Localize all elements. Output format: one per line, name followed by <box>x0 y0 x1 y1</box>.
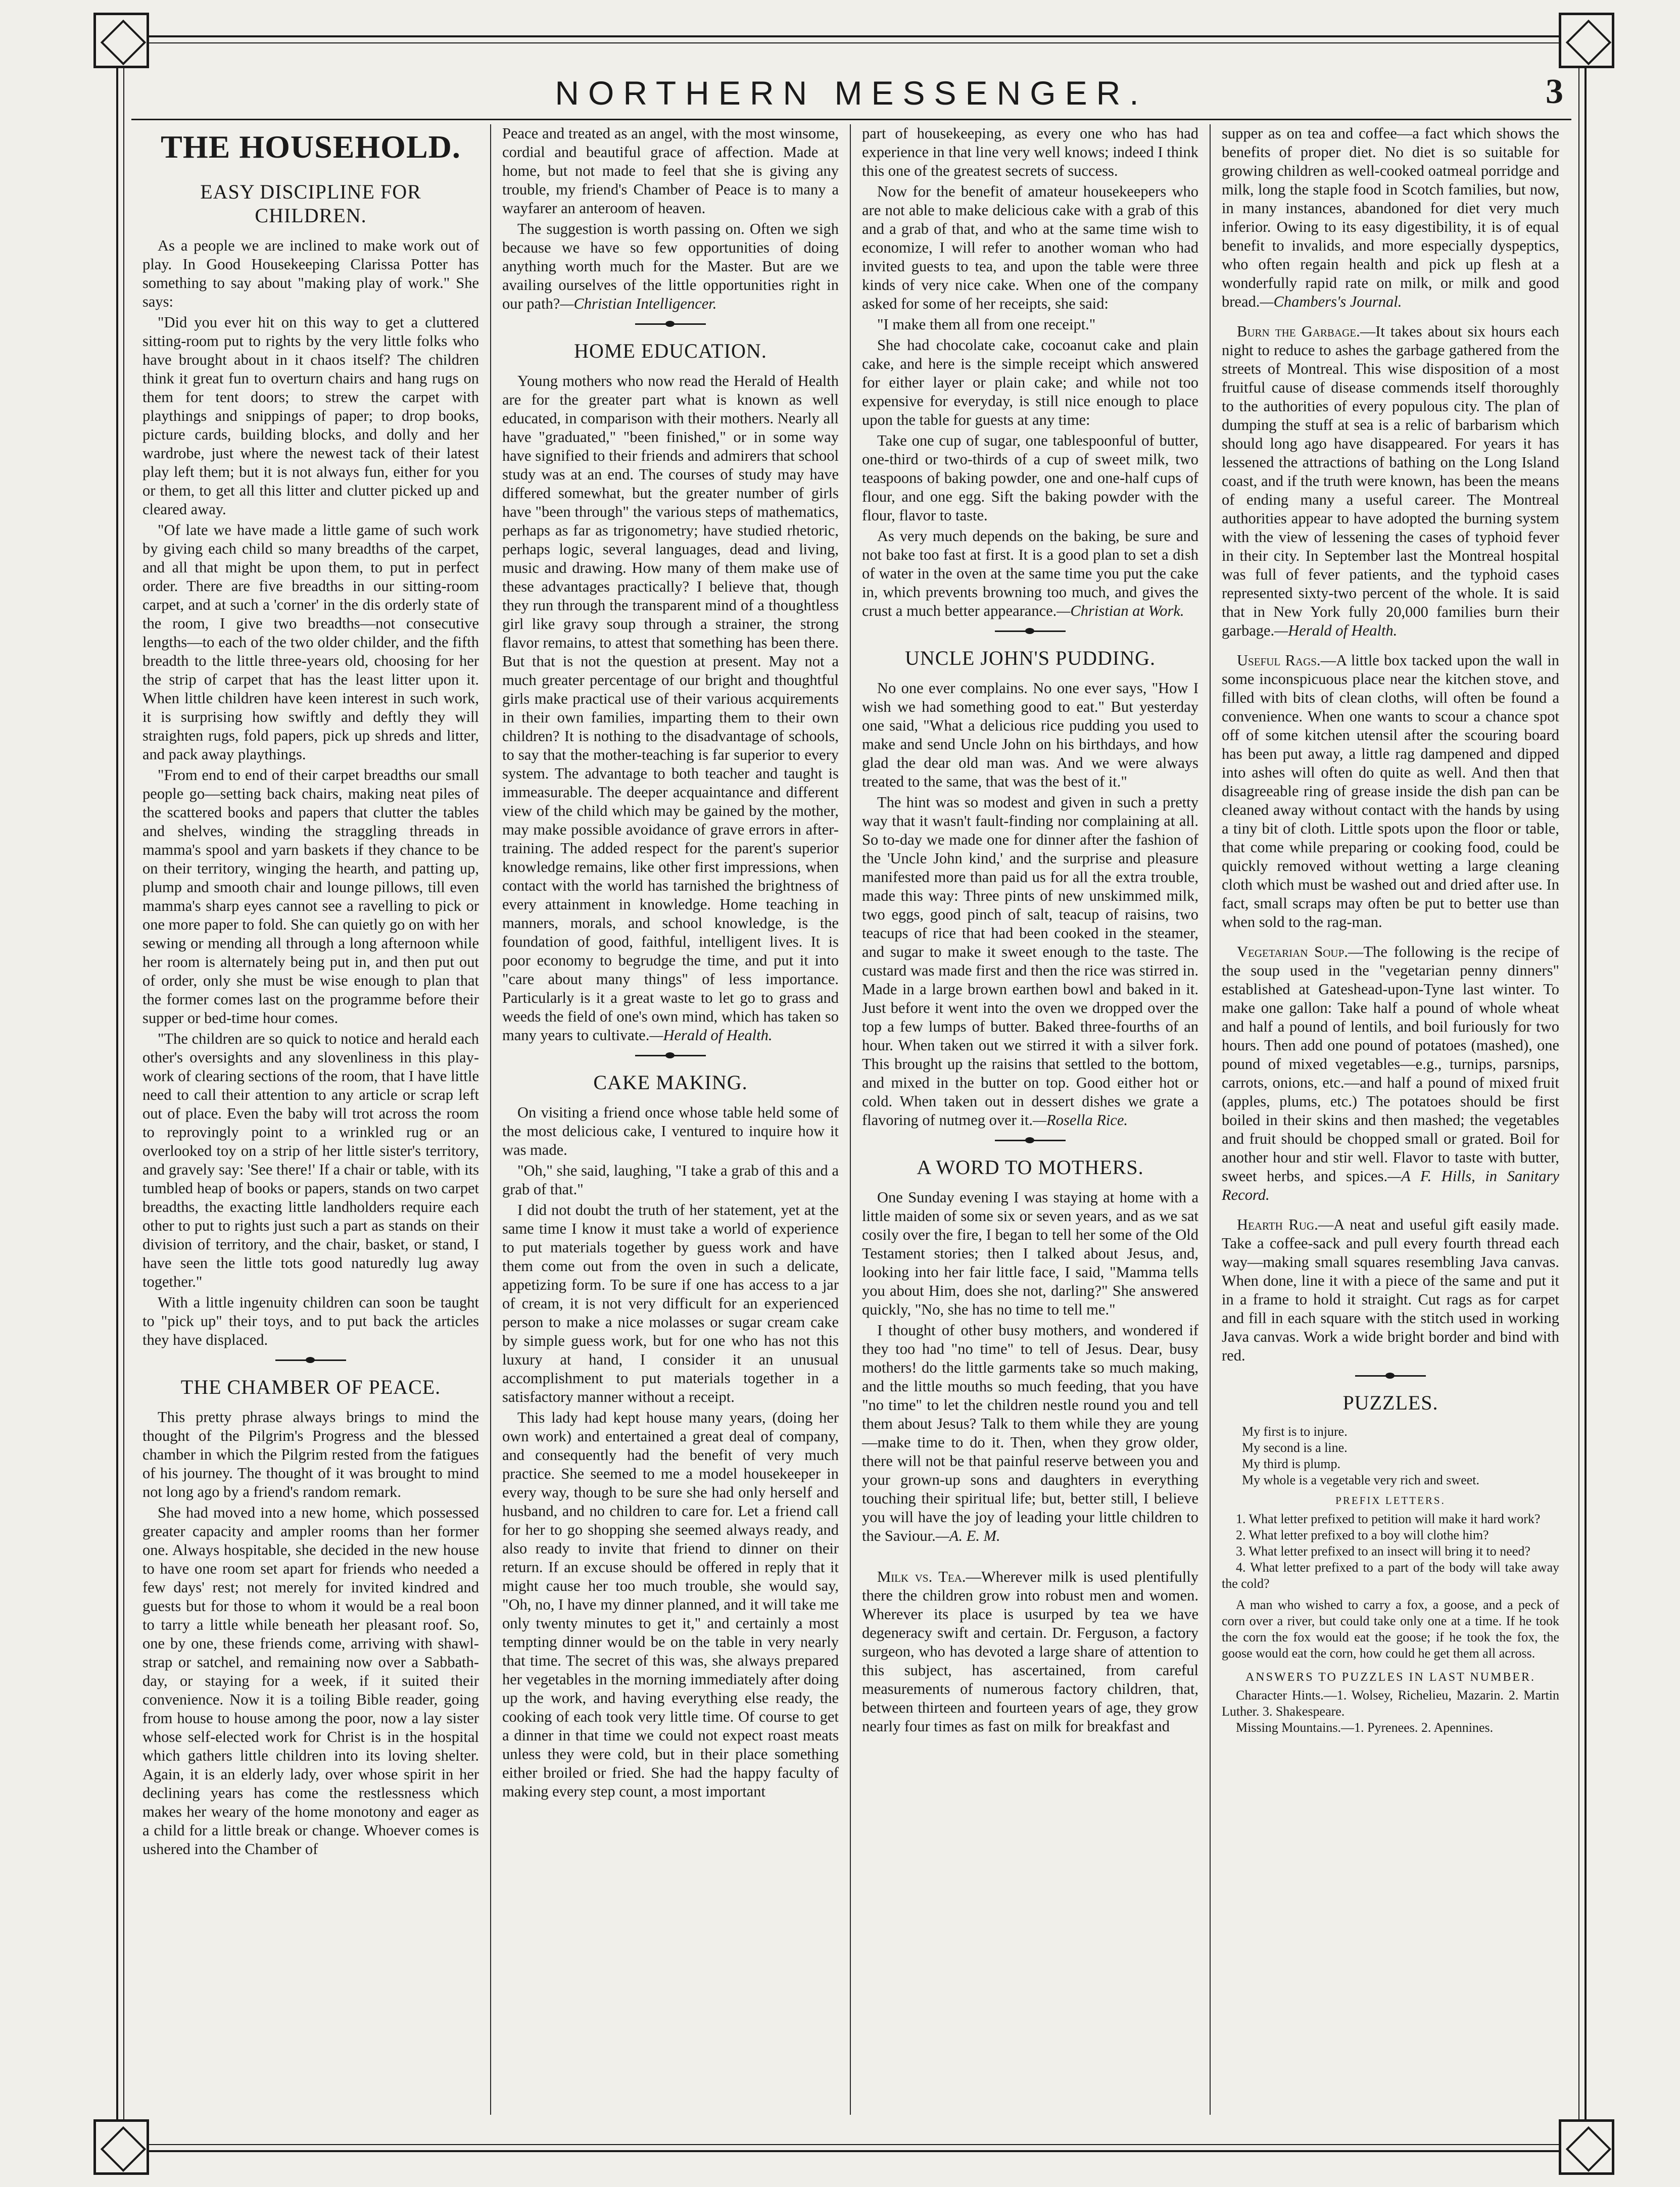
divider <box>1355 1375 1426 1377</box>
paragraph: "Of late we have made a little game of such work by giving each child so many breadths of the carpet, and all that might be upon them, to put in perfect order. There are five breadths in our sitting-room carpet, and at such a 'corner' in the dis orderly state of the room, I give two breadths—not consecutive lengths—to each of the two older childer, and the fifth breadth to the little three-years old, choosing for her the strip of carpet that has the least litter upon it. When little children have keen interest in such work, it is surprising how swiftly and deftly they will straighten rugs, fold papers, pick up shreds and litter, and pack away playthings. <box>142 521 479 763</box>
puzzle-item: 4. What letter prefixed to a part of the body will take away the cold? <box>1222 1560 1559 1591</box>
column-4 <box>1211 124 1570 2115</box>
paragraph: No one ever complains. No one ever says, "How I wish we had something good to eat." But yesterday one said, "What a delicious rice pudding you used to make and send Uncle John on his birthdays, and how glad the dear old man was. And we were always treated to the same, that was the best of it." <box>862 679 1198 790</box>
paragraph-text: —It takes about six hours each night to reduce to ashes the garbage gathered from the streets of Montreal. This wise disposition of a most fruitful cause of disease commends itself thoroughly to the authorities of every populous city. The plan of dumping the stuff at sea is a relic of barbarism which should long ago have disappeared. For years it has lessened the attractions of bathing on the Long Island coast, and if the truth were known, has been the means of ending many a useful career. The Montreal authorities appear to have adopted the burning system with the view of lessening the cases of typhoid fever in their city. In September last the Montreal hospital was full of fever patients, and the typhoid cases represented sixty-two percent of the whole. It is said that in New York fully 20,000 families burn their garbage. <box>1222 323 1559 639</box>
divider <box>635 323 706 325</box>
puzzle-item: 1. What letter prefixed to petition will make it hard work? <box>1236 1512 1541 1526</box>
paragraph: "Did you ever hit on this way to get a cluttered sitting-room put to rights by the very little folks who have brought about in it chaos itself? The children think it great fun to overturn chairs and hang rugs on them for tent doors; to strew the carpet with playthings and snippings of paper; to drop books, picture cards, building blocks, and dolly and her wardrobe, just where the newest tack of their latest play left them; but it is not always fun, either for you or them, to get all this litter and clutter picked up and cleared away. <box>142 314 479 518</box>
puzzle-line: My second is a line. <box>1242 1440 1348 1455</box>
paragraph: I did not doubt the truth of her statement, yet at the same time I know it must take a world of experience to put materials together by guess work and have them come out from the oven in such a delicate, appetizing form. To be sure if one has access to a jar of cream, it is not very difficult for an experienced person to make a nice molasses or sugar cream cake by simple guess work, but for one who has not this luxury at hand, I consider it an unusual accomplishment to put materials together in a satisfactory manner without a receipt. <box>502 1201 839 1405</box>
paragraph-text: —The following is the recipe of the soup used in the "vegetarian penny dinners" established at Gateshead-upon-Tyne last winter. To make one gallon: Take half a pound of whole wheat and half a pound of lentils, and boil furiously for two hours. Then add one pound of potatoes (mashed), one pound of mixed vegetables—e.g., turnips, parsnips, carrots, onions, etc.—and half a pound of mixed fruit (apples, plums, etc.) The potatoes should be first boiled in their skins and then mashed; the vegetables and fruit should be chopped small or grated. Boil for another hour and stir well. Flavor to taste with butter, sweet herbs, and spices. <box>1222 943 1559 1185</box>
attribution: —Herald of Health. <box>1274 622 1398 639</box>
paragraph: She had chocolate cake, cocoanut cake and plain cake, and here is the simple receipt which answered for either layer or plain cake; and while not too expensive for everyday, is still nice enough to place upon the table for guests at any time: <box>862 336 1198 428</box>
masthead <box>131 65 1571 120</box>
paragraph: "From end to end of their carpet breadths our small people go—setting back chairs, making neat piles of the scattered books and papers that clutter the tables and shelves, winding the straggling threads in mamma's spool and yarn baskets if they chance to be on their territory, winging the hearth, and patting up, plump and smooth chair and lounge pillows, till even mamma's sharp eyes cannot see a ravelling to pick or one more paper to fold. She can quietly go on with her sewing or mending all through a long afternoon while her room is alternately being put in, and then put out of order, only she must be wise enough to plan that the former comes last on the programme before their supper or bed-time hour comes. <box>142 766 479 1027</box>
article-title: PUZZLES. <box>1342 1391 1438 1414</box>
attribution: —Christian at Work. <box>1057 602 1184 619</box>
divider <box>995 630 1066 632</box>
masthead-rule <box>131 119 1571 120</box>
paragraph-text: —Wherever milk is used plentifully there the children grow into robust men and women. Wherever its place is usurped by tea we have degeneracy swift and certain. Dr. Ferguson, a factory surgeon, who has devoted a large share of attention to this subject, has ascertained, from careful measurements of numerous factory children, that, between thirteen and fourteen years of age, they grow nearly four times as fast on milk for breakfast and <box>862 1568 1198 1735</box>
run-in-heading: Vegetarian Soup. <box>1237 943 1348 960</box>
article-title: HOME EDUCATION. <box>574 339 767 362</box>
puzzle-item: 2. What letter prefixed to a boy will clothe him? <box>1236 1528 1489 1542</box>
article-title: THE CHAMBER OF PEACE. <box>180 1376 441 1398</box>
paragraph: Now for the benefit of amateur housekeepers who are not able to make delicious cake with a grab of this and a grab of that, and who at the same time wish to economize, I will refer to another woman who had invited guests to tea, and upon the table were three kinds of very nice cake. When one of the company asked for some of her receipts, she said: <box>862 183 1198 312</box>
paragraph <box>502 372 839 1045</box>
paragraph: This pretty phrase always brings to mind the thought of the Pilgrim's Progress and the blessed chamber in which the Pilgrim rested from the fatigues of his journey. The thought of it was brought to mind not long ago by a friend's random remark. <box>142 1408 479 1500</box>
column-3 <box>851 124 1211 2115</box>
divider <box>995 1140 1066 1141</box>
paragraph: Take one cup of sugar, one tablespoonful of butter, one-third or two-thirds of a cup of sweet milk, two teaspoons of baking powder, one and one-half cups of flour, and one egg. Sift the baking powder with the flour, flavor to taste. <box>862 432 1198 524</box>
divider <box>275 1359 346 1361</box>
puzzle-item: 3. What letter prefixed to an insect will bring it to need? <box>1236 1544 1530 1559</box>
paragraph: This lady had kept house many years, (doing her own work) and entertained a great deal of company, and consequently had the benefit of very much practice. She seemed to me a model housekeeper in every way, though to be sure she had only herself and husband, and no children to care for. Let a friend call for her to go shopping she seemed always ready, and also ready to invite that friend to dinner on their return. If an excuse should be offered in reply that it might cause her too much trouble, she would say, "Oh, no, I have my dinner planned, and it will take me only twenty minutes to get it," and certainly a most tempting dinner would be on the table in very nearly that time. The secret of this was, she always prepared her vegetables in the morning immediately after doing up the work, and having everything else ready, the cooking of each took very little time. Of course to get a dinner in that time we could not expect roast meats unless they were cold, but in their place something either broiled or fried. She had the happy faculty of making every step count, a most important <box>502 1409 839 1800</box>
paragraph: part of housekeeping, as every one who has had experience in that line very well knows; indeed I think this one of the greatest secrets of success. <box>862 125 1198 179</box>
columns <box>131 124 1571 2115</box>
paragraph: One Sunday evening I was staying at home with a little maiden of some six or seven years, and as we sat cosily over the fire, I began to tell her some of the Old Testament stories; then I talked about Jesus, and, looking into her fair little face, I said, "Mamma tells you about Him, does she not, darling?" She answered quickly, "No, she has no time to tell me." <box>862 1189 1198 1318</box>
paragraph: With a little ingenuity children can soon be taught to "pick up" their toys, and to put back the articles they have displaced. <box>142 1294 479 1348</box>
paragraph-text: The hint was so modest and given in such a pretty way that it wasn't fault-finding nor complaining at all. So to-day we made one for dinner after the fashion of the 'Uncle John kind,' and the surprise and pleasure manifested more than paid us for all the extra trouble, made this way: Three pints of new unskimmed milk, two eggs, good pinch of salt, teacup of raisins, two teacups of rice that had been cooked in the steamer, and sugar to make it sweet enough to the taste. The custard was made first and then the rice was stirred in. Made in a large brown earthen bowl and baked in it. Just before it went into the oven we dropped over the top a few lumps of butter. Baked three-fourths of an hour. When taken out we stirred it with a silver fork. This brought up the raisins that settled to the bottom, and mixed in the butter on top. Good either hot or cold. When taken out in dessert dishes we grate a flavoring of nutmeg over it. <box>862 794 1198 1129</box>
paragraph: On visiting a friend once whose table held some of the most delicious cake, I ventured to inquire how it was made. <box>502 1104 839 1158</box>
puzzle-item: A man who wished to carry a fox, a goose, and a peck of corn over a river, but could take only one at a time. If he took the corn the fox would eat the goose; if he took the fox, the goose would eat the corn, how could he get them all across. <box>1222 1597 1559 1661</box>
page-number: 3 <box>1546 72 1563 111</box>
paragraph: She had moved into a new home, which possessed greater capacity and ampler rooms than her former one. Always hospitable, she decided in the new house to have one room set apart for friends who needed a few days' rest; not merely for invited kindred and guests but for those to whom it would be a real boon to tarry a little while beneath her pleasant roof. So, one by one, these friends come, arriving with shawl-strap or satchel, and remaining now over a Sabbath-day, or staying for a week, if it suited their convenience. Now it is a toiling Bible reader, going from house to house among the poor, now a lay sister whose self-elected work for Christ is in the hospital which gathers little children into its loving shelter. Again, it is an elderly lady, over whose spirit in her declining years has come the restlessness which makes her weary of the home monotony and eager as a child for a little break or change. Whoever comes is ushered into the Chamber of <box>142 1504 479 1858</box>
run-in-heading: Hearth Rug. <box>1237 1216 1318 1233</box>
puzzle-line: My first is to injure. <box>1242 1424 1348 1439</box>
run-in-heading: Burn the Garbage. <box>1237 323 1360 340</box>
answer-item: Missing Mountains.—1. Pyrenees. 2. Apennines. <box>1236 1720 1494 1735</box>
answers-heading: ANSWERS TO PUZZLES IN LAST NUMBER. <box>1245 1671 1536 1684</box>
paragraph: Peace and treated as an angel, with the most winsome, cordial and beautiful grace of affection. Made at home, but not made to feel that she is giving any trouble, my friend's Chamber of Peace is to many a wayfarer an anteroom of heaven. <box>502 125 839 217</box>
newspaper-title: NORTHERN MESSENGER. <box>555 74 1148 112</box>
paragraph-text: The suggestion is worth passing on. Often we sigh because we have so few opportunities of doing anything worth much for the Master. But are we availing ourselves of the little opportunities right in our path? <box>502 220 839 312</box>
column-1 <box>131 124 491 2115</box>
article-title: A WORD TO MOTHERS. <box>917 1156 1144 1179</box>
attribution: —Herald of Health. <box>649 1027 773 1044</box>
article-title: UNCLE JOHN'S PUDDING. <box>905 647 1156 669</box>
paragraph <box>862 1568 1198 1736</box>
answer-item: Character Hints.—1. Wolsey, Richelieu, Mazarin. 2. Martin Luther. 3. Shakespeare. <box>1222 1688 1559 1719</box>
paragraph-text: —A little box tacked upon the wall in some inconspicuous place near the kitchen stove, and filled with bits of clean cloths, will often be found a convenience. When one wants to scour a chance spot off of some kitchen utensil after the scouring board has been put away, a little rag dampened and dipped into ashes will often do quite as well. And then that disagreeable ring of grease inside the dish pan can be cleaned away without contact with the hands by using a tiny bit of cloth. Little spots upon the floor or table, that come while preparing or cooking food, could be quickly removed without wetting a large cleaning cloth which must be washed out and dried after use. In fact, small scraps may often be put to better use than when sold to the rag-man. <box>1222 652 1559 931</box>
corner-ornament-icon <box>1559 2119 1614 2175</box>
article-title: EASY DISCIPLINE FOR CHILDREN. <box>200 180 421 227</box>
paragraph <box>1222 322 1559 640</box>
attribution: —Rosella Rice. <box>1032 1111 1128 1129</box>
corner-ornament-icon <box>93 2119 149 2175</box>
paragraph <box>1222 651 1559 932</box>
paragraph-text: As very much depends on the baking, be sure and not bake too fast at first. It is a good plan to set a dish of water in the oven at the same time you put the cake in, which prevents browning too much, and gives the crust a much better appearance. <box>862 527 1198 619</box>
paragraph: "Oh," she said, laughing, "I take a grab of this and a grab of that." <box>502 1162 839 1198</box>
paragraph-text: —A neat and useful gift easily made. Take a coffee-sack and pull every fourth thread each way—making small squares resembling Java canvas. When done, line it with a piece of the same and put it in a frame to hold it straight. Cut rags as for carpet and fill in each square with the stitch used in working Java canvas. Work a wide bright border and bind with red. <box>1222 1216 1560 1364</box>
section-title: THE HOUSEHOLD. <box>161 129 461 165</box>
attribution: —Christian Intelligencer. <box>560 295 717 312</box>
paragraph <box>1222 943 1559 1204</box>
paragraph-text: supper as on tea and coffee—a fact which shows the benefits of proper diet. No diet is so suitable for growing children as well-cooked oatmeal porridge and milk, long the staple food in Scotch families, but now, in many instances, abandoned for diet very much inferior. Owing to its easy digestibility, it is of equal benefit to invalids, and more especially dyspeptics, who often regain health and pick up flesh at a wonderfully rapid rate on milk, or milk and good bread. <box>1222 125 1559 310</box>
puzzle-line: My third is plump. <box>1242 1456 1341 1471</box>
corner-ornament-icon <box>93 13 149 68</box>
puzzle-subheading: PREFIX LETTERS. <box>1335 1494 1446 1506</box>
paragraph <box>862 793 1198 1130</box>
article-title: CAKE MAKING. <box>593 1071 748 1094</box>
paragraph <box>1222 124 1559 311</box>
run-in-heading: Milk vs. Tea. <box>877 1568 966 1585</box>
corner-ornament-icon <box>1559 13 1614 68</box>
attribution: —A. E. M. <box>935 1527 1000 1544</box>
paragraph <box>1222 1216 1559 1365</box>
paragraph-text: Young mothers who now read the Herald of Health are for the greater part what is known as well educated, in comparison with their mothers. Nearly all have "graduated," "been finished," or in some way have signified to their friends and admirers that school study was at an end. The courses of study may have differed somewhat, but the greater number of girls have "been through" the various steps of mathematics, perhaps as far as trigonometry; have studied rhetoric, perhaps logic, several languages, dead and living, music and drawing. How many of them make use of these advantages practically? I believe that, though they run through the transparent mind of a thoughtless girl like gravy soup through a strainer, the strong flavor remains, to attest that something has been there. But that is not the question at present. May not a much greater percentage of our bright and thoughtful girls make practical use of their various acquirements in their own families, imparting them to their own children? It is nothing to the disadvantage of schools, to say that the mother-teaching is far superior to every system. The advantage to both teacher and taught is immeasurable. The deeper acquaintance and different view of the child which may be gained by the mother, may make possible avoidance of grave errors in after-training. The added respect for the parent's superior knowledge remains, like other first impressions, when contact with the world has tarnished the brightness of every attainment in knowledge. Home teaching in manners, morals, and school knowledge, is the foundation of good, faithful, intelligent lives. It is poor economy to begrudge the time, and put it into "care about many things" of less importance. Particularly is it a great waste to let go to grass and weeds the field of one's own mind, which has taken so many years to cultivate. <box>502 372 839 1044</box>
divider <box>635 1055 706 1056</box>
paragraph <box>862 1321 1198 1545</box>
attribution: —A F. Hills, in Sanitary Record. <box>1222 1168 1559 1203</box>
puzzle-line: My whole is a vegetable very rich and sweet. <box>1242 1473 1480 1487</box>
paragraph: As a people we are inclined to make work out of play. In Good Housekeeping Clarissa Potter has something to say about "making play of work." She says: <box>142 237 479 310</box>
attribution: —Chambers's Journal. <box>1260 293 1402 310</box>
paragraph <box>502 220 839 313</box>
paragraph: "The children are so quick to notice and herald each other's oversights and any slovenliness in this play-work of clearing sections of the room, that I have little need to call their attention to any article or scrap left out of place. Even the baby will trot across the room to reprovingly point to a wrinkled rug or an overlooked toy on a strip of her little sister's territory, and gravely say: 'See there!' If a chair or table, with its tumbled heap of books or papers, stands on two carpet breadths, the exacting little landholders require each other to put to rights just such a part as stands on their division of territory, and the chair, basket, or stand, I have seen the little tots good naturedly lug away together." <box>142 1030 479 1290</box>
column-2 <box>491 124 851 2115</box>
paragraph <box>862 527 1198 620</box>
puzzle-verse <box>1242 1424 1559 1488</box>
paragraph-text: I thought of other busy mothers, and wondered if they too had "no time" to tell of Jesus. Dear, busy mothers! do the little garments take so much making, and the little mouths so much feeding, that you have "no time" to let the children nestle round you and tell them about Jesus? Talk to them while they are young—make time to do it. Then, when they grow older, there will not be that painful reserve between you and your grown-up sons and daughters in everything touching their spiritual life; but, better still, I believe you will have the joy of leading your little children to the Saviour. <box>862 1322 1198 1544</box>
paragraph: "I make them all from one receipt." <box>877 316 1096 333</box>
run-in-heading: Useful Rags. <box>1237 652 1321 669</box>
